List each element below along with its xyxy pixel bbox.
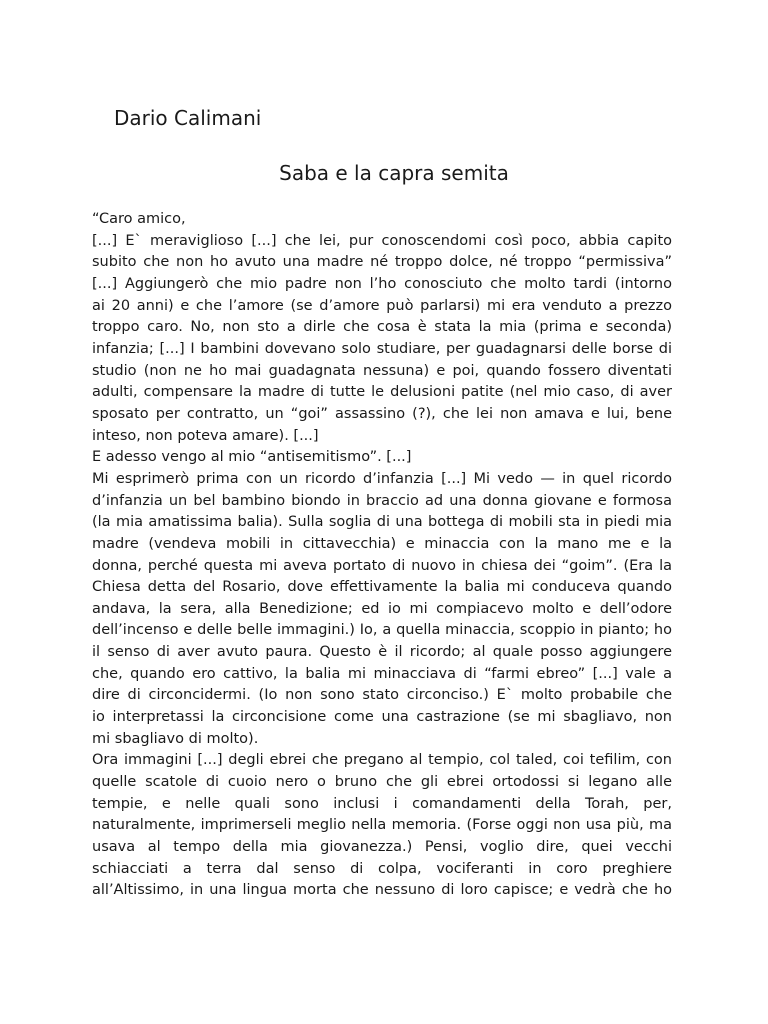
text-line: madre (vendeva mobili in cittavecchia) e minaccia con la mano me e la bbox=[92, 535, 672, 552]
text-line: andava, la sera, alla Benedizione; ed io mi compiacevo molto e dell’odore bbox=[92, 600, 672, 617]
text-line: mi sbagliavo di molto). bbox=[92, 730, 259, 747]
text-line: dell’incenso e delle belle immagini.) Io, a quella minaccia, scoppio in pianto; ho bbox=[92, 622, 672, 639]
text-line: troppo caro. No, non sto a dirle che cosa è stata la mia (prima e seconda) bbox=[92, 319, 672, 336]
text-line: inteso, non poteva amare). [...] bbox=[92, 427, 319, 444]
text-line: il senso di aver avuto paura. Questo è il ricordo; al quale posso aggiungere bbox=[92, 644, 672, 661]
text-line: naturalmente, imprimerseli meglio nella memoria. (Forse oggi non usa più, ma bbox=[92, 817, 672, 834]
text-line: Ora immagini [...] degli ebrei che pregano al tempio, col taled, coi tefilim, con bbox=[92, 752, 672, 769]
text-line: E adesso vengo al mio “antisemitismo”. [...] bbox=[92, 449, 412, 466]
text-line: adulti, compensare la madre di tutte le delusioni patite (nel mio caso, di aver bbox=[92, 384, 672, 401]
text-line: tempie, e nelle quali sono inclusi i comandamenti della Torah, per, bbox=[92, 795, 672, 812]
text-line: studio (non ne ho mai guadagnata nessuna) e poi, quando fossero diventati bbox=[92, 362, 672, 379]
text-line: Chiesa detta del Rosario, dove effettivamente la balia mi conduceva quando bbox=[92, 579, 672, 596]
text-line: all’Altissimo, in una lingua morta che nessuno di loro capisce; e vedrà che ho bbox=[92, 882, 672, 899]
text-line: [...] E` meraviglioso [...] che lei, pur conoscendomi così poco, abbia capito bbox=[92, 232, 672, 249]
text-line: che, quando ero cattivo, la balia mi minacciava di “farmi ebreo” [...] vale a bbox=[92, 665, 672, 682]
text-line: donna, perché questa mi aveva portato di nuovo in chiesa dei “goim”. (Era la bbox=[92, 557, 672, 574]
document-title: Saba e la capra semita bbox=[279, 161, 509, 185]
text-line: sposato per contratto, un “goi” assassino (?), che lei non amava e lui, bene bbox=[92, 405, 672, 422]
text-line: d’infanzia un bel bambino biondo in braccio ad una donna giovane e formosa bbox=[92, 492, 672, 509]
text-line: [...] Aggiungerò che mio padre non l’ho conosciuto che molto tardi (intorno bbox=[92, 275, 672, 292]
body-text bbox=[92, 209, 672, 902]
text-line: usava al tempo della mia giovanezza.) Pensi, voglio dire, quei vecchi bbox=[92, 839, 672, 856]
text-line: schiacciati a terra dal senso di colpa, vociferanti in coro preghiere bbox=[92, 860, 672, 877]
text-line: Mi esprimerò prima con un ricordo d’infanzia [...] Mi vedo — in quel ricordo bbox=[92, 470, 672, 487]
text-line: ai 20 anni) e che l’amore (se d’amore può parlarsi) mi era venduto a prezzo bbox=[92, 297, 672, 314]
text-line: “Caro amico, bbox=[92, 211, 186, 227]
text-line: subito che non ho avuto una madre né troppo dolce, né troppo “permissiva” bbox=[92, 254, 672, 271]
text-line: dire di circoncidermi. (Io non sono stato circonciso.) E` molto probabile che bbox=[92, 687, 672, 704]
author-name: Dario Calimani bbox=[114, 106, 262, 130]
text-line: (la mia amatissima balia). Sulla soglia di una bottega di mobili sta in piedi mia bbox=[92, 514, 672, 531]
text-line: quelle scatole di cuoio nero o bruno che gli ebrei ortodossi si legano alle bbox=[92, 774, 672, 791]
text-line: io interpretassi la circoncisione come una castrazione (se mi sbagliavo, non bbox=[92, 709, 672, 726]
text-line: infanzia; [...] I bambini dovevano solo studiare, per guadagnarsi delle borse di bbox=[92, 340, 672, 357]
